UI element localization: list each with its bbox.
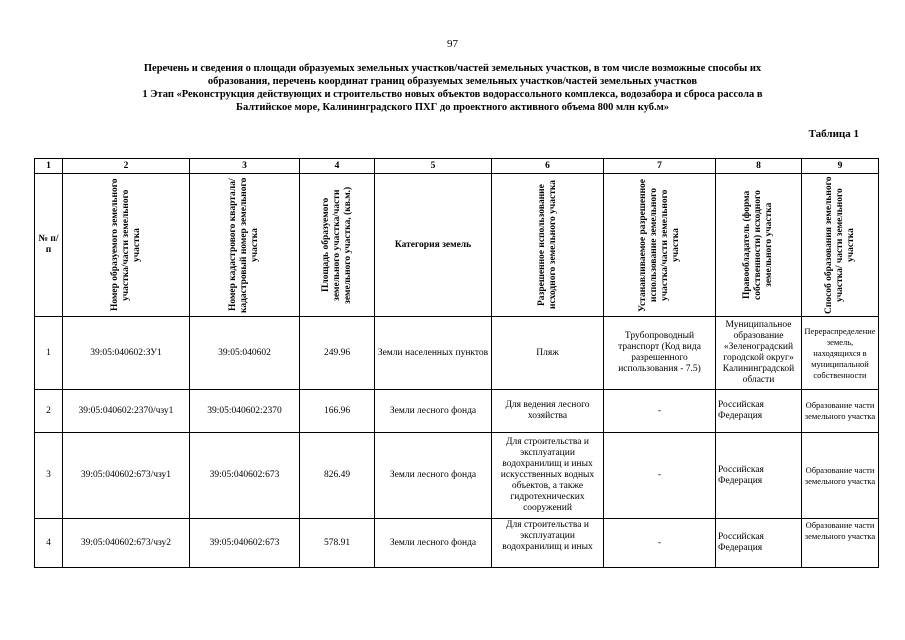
cell-n: 3: [35, 433, 63, 519]
header-text: Разрешенное использование исходного земельного участка: [536, 180, 558, 310]
title-line: 1 Этап «Реконструкция действующих и строительство новых объектов водорассольного комплекса, водозабора и сброса рассола в: [142, 89, 763, 100]
cell-method: Образование части земельного участка: [802, 433, 879, 519]
title-line: Перечень и сведения о площади образуемых земельных участков/частей земельных участков, в том числе возможные способы их: [143, 63, 762, 74]
header-area: [300, 174, 375, 317]
cell-new-use: -: [604, 433, 716, 519]
cell-owner: Российская Федерация: [716, 433, 802, 519]
title-line: образования, перечень координат границ образуемых земельных участков/частей земельных участков: [207, 76, 698, 87]
cell-area: 166.96: [300, 390, 375, 433]
column-number: 3: [190, 159, 300, 174]
header-text: Правообладатель (форма собственности) исходного земельного участка: [742, 190, 774, 300]
cell-owner: Муниципальное образование «Зеленоградский городской округ» Калининградской области: [716, 317, 802, 390]
column-number-row: [35, 159, 879, 174]
cell-area: 826.49: [300, 433, 375, 519]
cell-new-use: -: [604, 390, 716, 433]
cell-cadastral: 39:05:040602:673: [190, 433, 300, 519]
table-row: [35, 433, 879, 519]
cell-permitted-use: Пляж: [492, 317, 604, 390]
cell-owner: Российская Федерация: [716, 390, 802, 433]
header-text: Устанавливаемое разрешенное использование земельного участка/части земельного участка: [637, 178, 681, 312]
cell-method: Перераспределение земель, находящихся в муниципальной собственности: [802, 317, 879, 390]
document-title: [40, 62, 865, 114]
cell-permitted-use: Для строительства и эксплуатации водохранилищ и иных искусственных водных объектов, а также гидротехнических сооружений: [492, 433, 604, 519]
cell-cadastral: 39:05:040602:673: [190, 519, 300, 568]
cell-permitted-use: Для строительства и эксплуатации водохранилищ и иных: [492, 519, 604, 568]
header-owner: [716, 174, 802, 317]
header-category: Категория земель: [375, 174, 492, 317]
table-row: [35, 390, 879, 433]
header-method: [802, 174, 879, 317]
cell-method: Образование части земельного участка: [802, 390, 879, 433]
cell-area: 249.96: [300, 317, 375, 390]
cell-method: Образование части земельного участка: [802, 519, 879, 568]
cell-new-use: Трубопроводный транспорт (Код вида разрешенного использования - 7.5): [604, 317, 716, 390]
header-text: Способ образования земельного участка/ части земельного участка: [823, 176, 856, 314]
cell-new-use: -: [604, 519, 716, 568]
cell-plot: 39:05:040602:ЗУ1: [63, 317, 190, 390]
header-plot-number: [63, 174, 190, 317]
column-number: 8: [716, 159, 802, 174]
header-new-use: [604, 174, 716, 317]
column-number: 1: [35, 159, 63, 174]
cell-n: 1: [35, 317, 63, 390]
header-row: [35, 174, 879, 317]
cell-area: 578.91: [300, 519, 375, 568]
cell-category: Земли лесного фонда: [375, 433, 492, 519]
table-label: Таблица 1: [808, 128, 859, 140]
cell-category: Земли населенных пунктов: [375, 317, 492, 390]
header-text: Номер кадастрового квартала/кадастровый номер земельного участка: [228, 177, 260, 313]
cell-plot: 39:05:040602:673/чзу2: [63, 519, 190, 568]
cell-permitted-use: Для ведения лесного хозяйства: [492, 390, 604, 433]
header-text: Площадь образуемого земельного участка/части земельного участка, (кв.м.): [320, 186, 353, 304]
cell-owner: Российская Федерация: [716, 519, 802, 568]
column-number: 4: [300, 159, 375, 174]
cell-cadastral: 39:05:040602:2370: [190, 390, 300, 433]
cell-plot: 39:05:040602:673/чзу1: [63, 433, 190, 519]
column-number: 5: [375, 159, 492, 174]
header-permitted-use: [492, 174, 604, 317]
cell-plot: 39:05:040602:2370/чзу1: [63, 390, 190, 433]
column-number: 2: [63, 159, 190, 174]
title-line: Балтийское море, Калининградского ПХГ до проектного активного объема 800 млн куб.м»: [236, 102, 669, 113]
header-row-number: № п/п: [35, 174, 63, 317]
cell-category: Земли лесного фонда: [375, 519, 492, 568]
page-number: 97: [447, 38, 458, 50]
cell-n: 4: [35, 519, 63, 568]
land-plots-table: [34, 158, 879, 568]
table-row: [35, 519, 879, 568]
cell-category: Земли лесного фонда: [375, 390, 492, 433]
column-number: 6: [492, 159, 604, 174]
header-cadastral: [190, 174, 300, 317]
column-number: 7: [604, 159, 716, 174]
cell-n: 2: [35, 390, 63, 433]
table-row: [35, 317, 879, 390]
cell-cadastral: 39:05:040602: [190, 317, 300, 390]
header-text: Номер образуемого земельного участка/части земельного участка: [109, 178, 142, 312]
column-number: 9: [802, 159, 879, 174]
